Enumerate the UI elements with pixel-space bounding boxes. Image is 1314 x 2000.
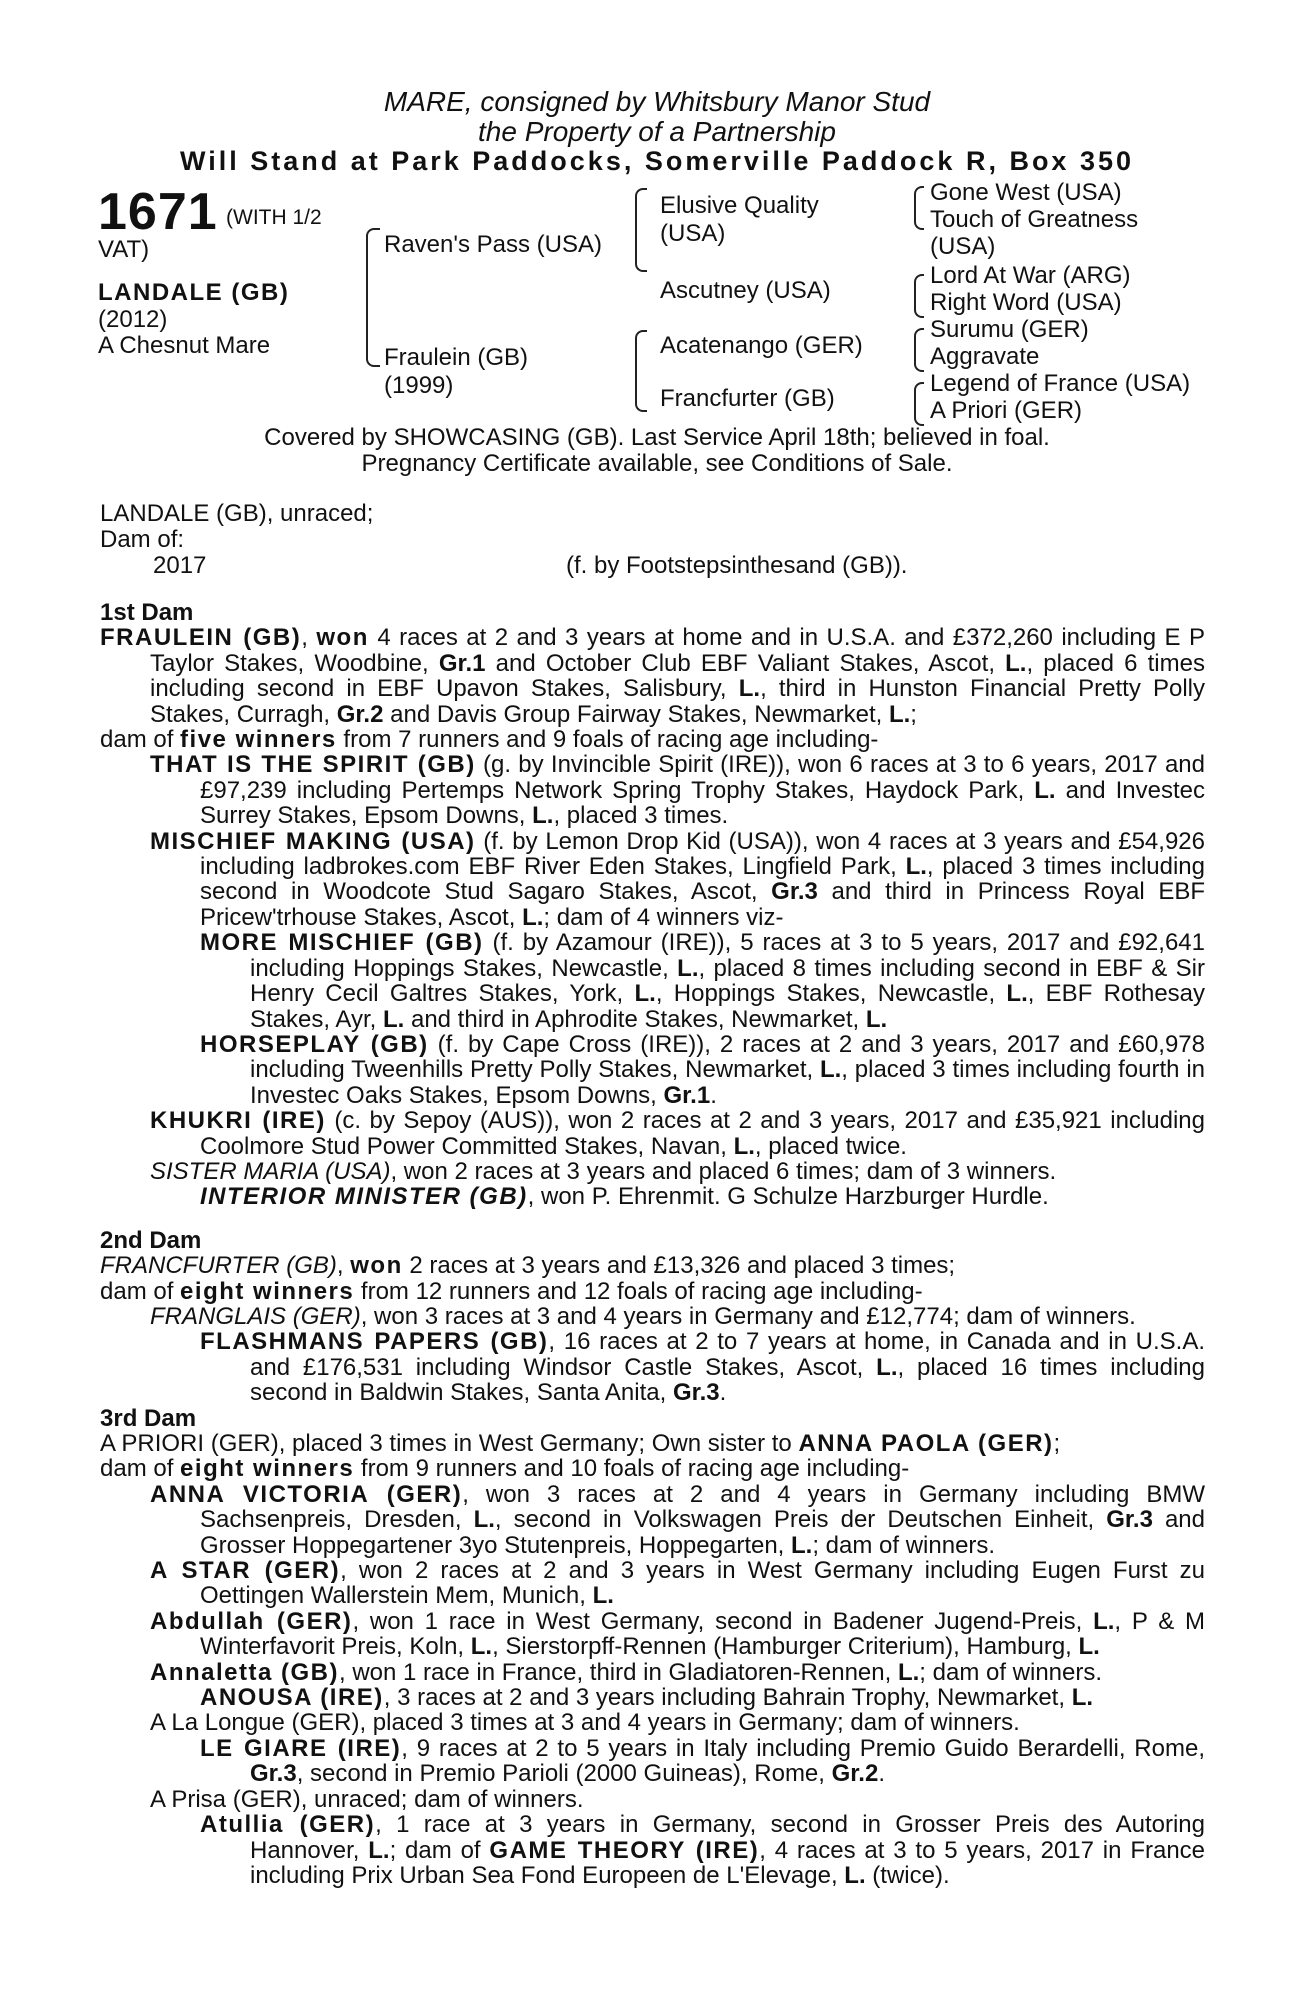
lot-description: A Chesnut Mare <box>98 332 271 359</box>
pedigree-dds: Legend of France (USA) <box>930 370 1191 397</box>
third-dam-damof: dam of eight winners from 9 runners and 10 foals of racing age including- <box>100 1455 910 1483</box>
second-dam-heading: 2nd Dam <box>100 1226 202 1254</box>
first-dam-damof: dam of five winners from 7 runners and 9 foals of racing age including- <box>100 726 879 754</box>
pedigree-dam: Fraulein (GB) <box>384 344 529 371</box>
third-dam-heading: 3rd Dam <box>100 1404 197 1432</box>
pedigree-bracket-ds <box>914 328 924 372</box>
consignor-line: MARE, consigned by Whitsbury Manor Stud <box>383 86 931 117</box>
pedigree-dam-dam: Francfurter (GB) <box>660 385 835 412</box>
pedigree-bracket-dam <box>635 330 647 412</box>
abdullah-entry: Abdullah (GER), won 1 race in West Germany, second in Badener Jugend-Preis, L., P & M Winterfavorit Preis, Koln, L., Sierstorpff-Rennen (Hamburger Criterium), Hamburg, L. <box>150 1607 1205 1661</box>
pedigree-sire-sire: Elusive Quality <box>660 192 819 219</box>
pedigree-dss: Surumu (GER) <box>930 316 1089 343</box>
pedigree-sire-dam: Ascutney (USA) <box>660 277 831 304</box>
pedigree-bracket-ss <box>914 186 924 230</box>
flashmans-entry: FLASHMANS PAPERS (GB), 16 races at 2 to 7 years at home, in Canada and in U.S.A. and £176,531 including Windsor Castle Stakes, Ascot, L., placed 16 times including second in Baldwin Stakes, Santa Anita, Gr.3. <box>200 1328 1205 1407</box>
pedigree-bracket-sire <box>635 188 647 272</box>
lot-number: 1671 <box>98 183 218 241</box>
pregnancy-line: Pregnancy Certificate available, see Conditions of Sale. <box>361 450 953 477</box>
a-prisa-entry: A Prisa (GER), unraced; dam of winners. <box>150 1785 584 1813</box>
interior-minister-entry: INTERIOR MINISTER (GB), won P. Ehrenmit. G Schulze Harzburger Hurdle. <box>200 1183 1049 1211</box>
pedigree-bracket-1 <box>366 228 380 367</box>
anousa-entry: ANOUSA (IRE), 3 races at 2 and 3 years including Bahrain Trophy, Newmarket, L. <box>200 1684 1094 1712</box>
location-line: Will Stand at Park Paddocks, Somerville Paddock R, Box 350 <box>179 146 1135 176</box>
khukri-entry: KHUKRI (IRE) (c. by Sepoy (AUS)), won 2 races at 2 and 3 years, 2017 and £35,921 including Coolmore Stud Power Committed Stakes, Navan, L., placed twice. <box>150 1107 1205 1160</box>
franglais-entry: FRANGLAIS (GER), won 3 races at 3 and 4 years in Germany and £12,774; dam of winners. <box>150 1302 1136 1330</box>
fraulein-entry: FRAULEIN (GB), won 4 races at 2 and 3 years at home and in U.S.A. and £372,260 including E P Taylor Stakes, Woodbine, Gr.1 and October Club EBF Valiant Stakes, Ascot, L., placed 6 times including second in EBF Upavon Stakes, Salisbury, L., third in Hunston Financial Pretty Polly Stakes, Curragh, Gr.2 and Davis Group Fairway Stakes, Newmarket, L.; <box>100 624 1206 728</box>
pedigree-bracket-sd <box>914 274 924 318</box>
lot-name: LANDALE (GB) <box>98 279 290 306</box>
pedigree-body <box>100 600 1205 1888</box>
annaletta-entry: Annaletta (GB), won 1 race in France, third in Gladiatoren-Rennen, L.; dam of winners. <box>150 1658 1103 1686</box>
anna-victoria-entry: ANNA VICTORIA (GER), won 3 races at 2 and 4 years in Germany including BMW Sachsenpreis, Dresden, L., second in Volkswagen Preis der Deutschen Einheit, Gr.3 and Grosser Hoppegartener 3yo Stutenpreis, Hoppegarten, L.; dam of winners. <box>150 1480 1206 1559</box>
a-star-entry: A STAR (GER), won 2 races at 2 and 3 years in West Germany including Eugen Furst zu Oettingen Wallerstein Mem, Munich, L. <box>150 1557 1206 1610</box>
property-line: the Property of a Partnership <box>478 116 836 147</box>
that-is-the-spirit-entry: THAT IS THE SPIRIT (GB) (g. by Invincible Spirit (IRE)), won 6 races at 3 to 6 years, 2017 and £97,239 including Pertemps Network Spring Trophy Stakes, Haydock Park, L. and Investec Surrey Stakes, Epsom Downs, L., placed 3 times. <box>150 751 1205 830</box>
pedigree-dsd: Aggravate <box>930 343 1040 370</box>
pedigree-sdd: Right Word (USA) <box>930 289 1122 316</box>
mischief-making-entry: MISCHIEF MAKING (USA) (f. by Lemon Drop Kid (USA)), won 4 races at 3 years and £54,926 including ladbrokes.com EBF River Eden Stakes, Lingfield Park, L., placed 3 times including second in Woodcote Stud Sagaro Stakes, Ascot, Gr.3 and third in Princess Royal EBF Pricew'trhouse Stakes, Ascot, L.; dam of 4 winners viz- <box>150 827 1206 931</box>
pedigree-sss: Gone West (USA) <box>930 179 1122 206</box>
pedigree-dam-year: (1999) <box>384 372 454 399</box>
pedigree-sire-sire-country: (USA) <box>660 220 726 247</box>
produce-intro: LANDALE (GB), unraced; <box>100 500 374 527</box>
covered-line: Covered by SHOWCASING (GB). Last Service April 18th; believed in foal. <box>264 424 1050 451</box>
pedigree-ddd: A Priori (GER) <box>930 397 1083 424</box>
a-priori-entry: A PRIORI (GER), placed 3 times in West Germany; Own sister to ANNA PAOLA (GER); <box>100 1430 1061 1457</box>
pedigree-sds: Lord At War (ARG) <box>930 262 1131 289</box>
pedigree-bracket-dd <box>914 382 924 426</box>
lot-year: (2012) <box>98 306 168 333</box>
produce-damof: Dam of: <box>100 526 185 553</box>
first-dam-heading: 1st Dam <box>100 599 194 626</box>
sister-maria-entry: SISTER MARIA (USA), won 2 races at 3 years and placed 6 times; dam of 3 winners. <box>150 1157 1057 1185</box>
a-la-longue-entry: A La Longue (GER), placed 3 times at 3 and 4 years in Germany; dam of winners. <box>150 1709 1020 1737</box>
produce-foal: (f. by Footstepsinthesand (GB)). <box>566 552 908 579</box>
pedigree-dam-sire: Acatenango (GER) <box>660 332 863 359</box>
pedigree-sire: Raven's Pass (USA) <box>384 231 602 258</box>
le-giare-entry: LE GIARE (IRE), 9 races at 2 to 5 years in Italy including Premio Guido Berardelli, Rome, Gr.3, second in Premio Parioli (2000 Guineas), Rome, Gr.2. <box>200 1734 1205 1788</box>
horseplay-entry: HORSEPLAY (GB) (f. by Cape Cross (IRE)), 2 races at 2 and 3 years, 2017 and £60,978 including Tweenhills Pretty Polly Stakes, Newmarket, L., placed 3 times including fourth in Investec Oaks Stakes, Epsom Downs, Gr.1. <box>200 1030 1205 1109</box>
atullia-entry: Atullia (GER), 1 race at 3 years in Germany, second in Grosser Preis des Autoring Hannover, L.; dam of GAME THEORY (IRE), 4 races at 3 to 5 years, 2017 in France including Prix Urban Sea Fond Europeen de L'Elevage, L. (twice). <box>200 1811 1206 1889</box>
produce-year: 2017 <box>153 552 207 579</box>
pedigree-ssd: Touch of Greatness <box>930 206 1139 233</box>
second-dam-damof: dam of eight winners from 12 runners and 12 foals of racing age including- <box>100 1277 923 1305</box>
francfurter-entry: FRANCFURTER (GB), won 2 races at 3 years and £13,326 and placed 3 times; <box>100 1252 956 1280</box>
vat-note-1: (WITH 1/2 <box>226 206 322 229</box>
more-mischief-entry: MORE MISCHIEF (GB) (f. by Azamour (IRE)), 5 races at 3 to 5 years, 2017 and £92,641 including Hoppings Stakes, Newcastle, L., placed 8 times including second in EBF & Sir Henry Cecil Galtres Stakes, York, L., Hoppings Stakes, Newcastle, L., EBF Rothesay Stakes, Ayr, L. and third in Aphrodite Stakes, Newmarket, L. <box>200 929 1206 1033</box>
pedigree-ssd-country: (USA) <box>930 233 996 260</box>
vat-note-2: VAT) <box>98 236 150 263</box>
